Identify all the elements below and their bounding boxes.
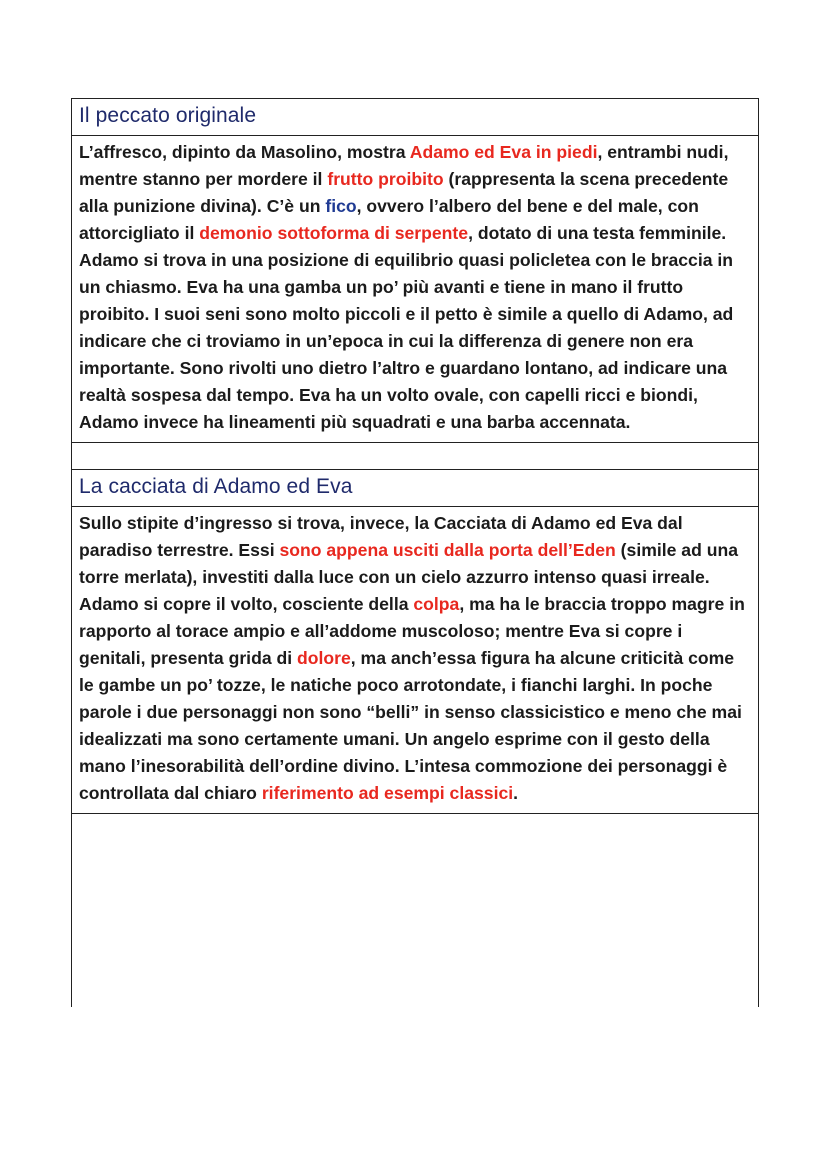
section2-highlight-4: riferimento ad esempi classici: [261, 783, 514, 803]
section2-text-3: , ma ha le braccia troppo magre in rapporto al torace ampio e all’addome muscoloso; mentre Eva si copre i genitali, presenta grida di: [79, 594, 745, 668]
section2-text-5: .: [513, 783, 519, 803]
section1-text-4: , ovvero l’albero del bene e del male, con attorcigliato il: [79, 196, 699, 243]
section1-body: [72, 136, 758, 442]
section2-highlight-1: sono appena usciti dalla porta dell’Eden: [279, 540, 616, 560]
section1-highlight-2: frutto proibito: [327, 169, 444, 189]
section1-text-3: (rappresenta la scena precedente alla punizione divina). C’è un: [79, 169, 729, 216]
section1-text-1: L’affresco, dipinto da Masolino, mostra: [79, 142, 410, 162]
section2-title-row: [72, 469, 758, 506]
section1-highlight-3: fico: [325, 196, 357, 216]
empty-row: [72, 813, 758, 1007]
spacer-row: [72, 442, 758, 469]
section1-text-5: , dotato di una testa femminile. Adamo si trova in una posizione di equilibrio quasi policletea con le braccia in un chiasmo. Eva ha una gamba un po’ più avanti e tiene in mano il frutto proibito. I suoi seni sono molto piccoli e il petto è simile a quello di Adamo, ad indicare che ci troviamo in un’epoca in cui la differenza di genere non era importante. Sono rivolti uno dietro l’altro e guardano lontano, ad indicare una realtà sospesa dal tempo. Eva ha un volto ovale, con capelli ricci e biondi, Adamo invece ha lineamenti più squadrati e una barba accennata.: [79, 223, 734, 432]
section2-text-4: , ma anch’essa figura ha alcune criticità come le gambe un po’ tozze, le natiche poco arrotondate, i fianchi larghi. In poche parole i due personaggi non sono “belli” in senso classicistico e meno che mai idealizzati ma sono certamente umani. Un angelo esprime con il gesto della mano l’inesorabilità dell’ordine divino. L’intesa commozione dei personaggi è controllata dal chiaro: [79, 648, 742, 803]
section2-body-row: [72, 506, 758, 813]
section2-title: La cacciata di Adamo ed Eva: [79, 475, 353, 498]
section2-highlight-3: dolore: [297, 648, 351, 668]
section1-title: Il peccato originale: [79, 104, 257, 127]
section2-highlight-2: colpa: [413, 594, 460, 614]
section2-text-2: (simile ad una torre merlata), investiti dalla luce con un cielo azzurro intenso quasi irreale. Adamo si copre il volto, cosciente della: [79, 540, 739, 614]
section2-text-1: Sullo stipite d’ingresso si trova, invece, la Cacciata di Adamo ed Eva dal paradiso terrestre. Essi: [79, 513, 683, 560]
section1-highlight-4: demonio sottoforma di serpente: [199, 223, 469, 243]
section1-text-2: , entrambi nudi, mentre stanno per mordere il: [79, 142, 729, 189]
section1-body-row: [72, 135, 758, 442]
section1-highlight-1: Adamo ed Eva in piedi: [409, 142, 598, 162]
notes-table: [71, 98, 759, 1007]
section1-title-row: [72, 98, 758, 135]
section2-body: [72, 507, 758, 813]
